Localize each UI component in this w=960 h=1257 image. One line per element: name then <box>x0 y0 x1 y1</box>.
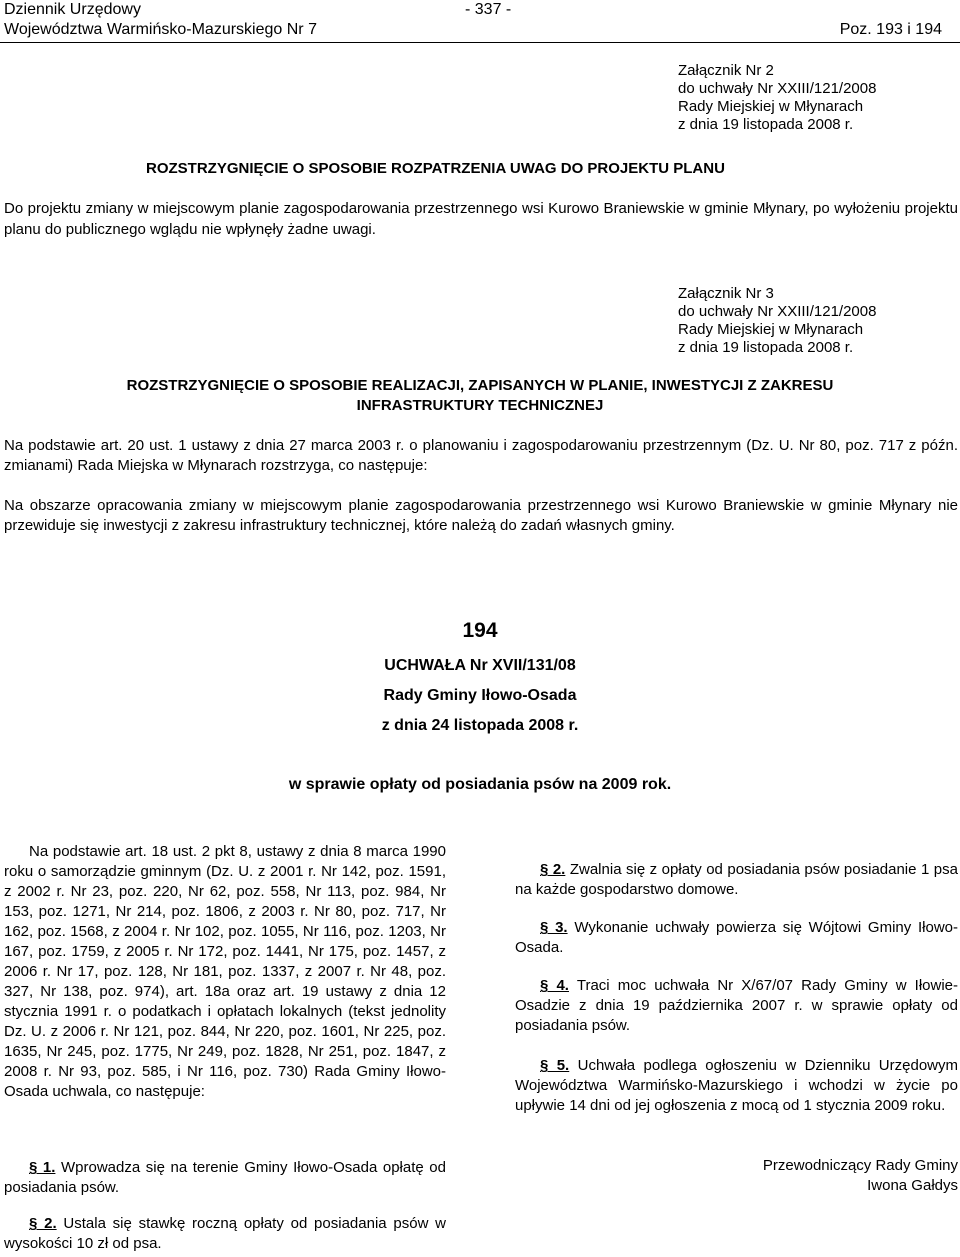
paragraph-3-text: Wykonanie uchwały powierza się Wójtowi Gminy Iłowo-Osada. <box>515 919 958 956</box>
annex-3-block <box>678 285 958 357</box>
section-2-heading-line2: INFRASTRUKTURY TECHNICZNEJ <box>356 397 604 414</box>
signature-block <box>515 1156 958 1196</box>
journal-region: Województwa Warmińsko-Mazurskiego Nr 7 <box>4 21 317 38</box>
paragraph-1-text: Wprowadza się na terenie Gminy Iłowo-Osada opłatę od posiadania psów. <box>4 1159 446 1196</box>
paragraph-2-rate-text: Ustala się stawkę roczną opłaty od posiadania psów w wysokości 10 zł od psa. <box>4 1215 446 1252</box>
position-number: 194 <box>462 619 498 642</box>
section-2-heading-line1: ROZSTRZYGNIĘCIE O SPOSOBIE REALIZACJI, ZAPISANYCH W PLANIE, INWESTYCJI Z ZAKRESU <box>126 377 834 394</box>
paragraph-1 <box>4 1158 446 1198</box>
section-2-basis: Na podstawie art. 20 ust. 1 ustawy z dnia 27 marca 2003 r. o planowaniu i zagospodarowaniu przestrzennym (Dz. U. Nr 80, poz. 717 z późn. zmianami) Rada Miejska w Młynarach rozstrzyga, co następuje: <box>4 437 958 474</box>
paragraph-2-exemption <box>515 860 958 900</box>
paragraph-4-text: Traci moc uchwała Nr X/67/07 Rady Gminy w Iłowie-Osadzie z dnia 19 października 2007 r. w sprawie opłaty od posiadania psów. <box>515 977 958 1034</box>
annex-3-resolution: do uchwały Nr XXIII/121/2008 <box>678 303 877 320</box>
paragraph-3-mark: § 3. <box>540 919 568 936</box>
paragraph-2-exemption-text: Zwalnia się z opłaty od posiadania psów posiadanie 1 psa na każde gospodarstwo domowe. <box>515 861 958 898</box>
paragraph-5-mark: § 5. <box>540 1057 570 1074</box>
section-1-body: Do projektu zmiany w miejscowym planie zagospodarowania przestrzennego wsi Kurowo Braniewskie w gminie Młynary, po wyłożeniu projektu planu do publicznego wglądu nie wpłynęły żadne uwagi. <box>4 200 958 238</box>
paragraph-1-mark: § 1. <box>29 1159 56 1176</box>
signature-name: Iwona Gałdys <box>867 1177 958 1194</box>
annex-2-block <box>678 62 958 134</box>
paragraph-4-mark: § 4. <box>540 977 569 994</box>
header-rule <box>0 42 960 43</box>
resolution-authority: Rady Gminy Iłowo-Osada <box>383 687 577 704</box>
annex-2-council: Rady Miejskiej w Młynarach <box>678 98 864 115</box>
paragraph-5-text: Uchwała podlega ogłoszeniu w Dzienniku Urzędowym Województwa Warmińsko-Mazurskiego i wchodzi w życie po upływie 14 dni od jej ogłoszenia z mocą od 1 stycznia 2009 roku. <box>515 1057 958 1114</box>
annex-2-date: z dnia 19 listopada 2008 r. <box>678 116 854 133</box>
resolution-subject: w sprawie opłaty od posiadania psów na 2009 rok. <box>288 776 672 793</box>
paragraph-4 <box>515 976 958 1036</box>
paragraph-2-exemption-mark: § 2. <box>540 861 566 878</box>
paragraph-3 <box>515 918 958 958</box>
paragraph-2-rate <box>4 1214 446 1254</box>
annex-3-council: Rady Miejskiej w Młynarach <box>678 321 864 338</box>
page-number: - 337 - <box>465 1 512 18</box>
signature-role: Przewodniczący Rady Gminy <box>762 1157 958 1174</box>
section-2-body: Na obszarze opracowania zmiany w miejscowym planie zagospodarowania przestrzennego wsi Kurowo Braniewskie w gminie Młynary nie przewiduje się inwestycji z zakresu infrastruktury technicznej, które należą do zadań własnych gminy. <box>4 497 958 534</box>
annex-2-title: Załącznik Nr 2 <box>678 62 774 79</box>
paragraph-2-rate-mark: § 2. <box>29 1215 57 1232</box>
paragraph-5 <box>515 1056 958 1116</box>
annex-3-date: z dnia 19 listopada 2008 r. <box>678 339 854 356</box>
annex-3-title: Załącznik Nr 3 <box>678 285 774 302</box>
positions: Poz. 193 i 194 <box>839 21 942 38</box>
journal-name: Dziennik Urzędowy <box>4 1 141 18</box>
resolution-title: UCHWAŁA Nr XVII/131/08 <box>384 657 576 674</box>
section-2-heading <box>0 376 960 416</box>
resolution-date: z dnia 24 listopada 2008 r. <box>381 717 579 734</box>
section-1-heading: ROZSTRZYGNIĘCIE O SPOSOBIE ROZPATRZENIA UWAG DO PROJEKTU PLANU <box>146 160 725 177</box>
annex-2-resolution: do uchwały Nr XXIII/121/2008 <box>678 80 877 97</box>
resolution-preamble: Na podstawie art. 18 ust. 2 pkt 8, ustawy z dnia 8 marca 1990 roku o samorządzie gminnym (Dz. U. z 2001 r. Nr 142, poz. 1591, z 2002 r. Nr 23, poz. 220, Nr 62, poz. 558, Nr 113, poz. 984, Nr 153, poz. 1271, Nr 214, poz. 1806, z 2003 r. Nr 80, poz. 717, Nr 162, poz. 1568, z 2004 r. Nr 102, poz. 1055, Nr 116, poz. 1203, Nr 167, poz. 1759, z 2005 r. Nr 172, poz. 1441, Nr 175, poz. 1457, z 2006 r. Nr 17, poz. 128, Nr 181, poz. 1337, z 2007 r. Nr 48, poz. 327, Nr 138, poz. 974), art. 18a oraz art. 19 ustawy z dnia 12 stycznia 1991 r. o podatkach i opłatach lokalnych (tekst jednolity Dz. U. z 2006 r. Nr 121, poz. 844, Nr 220, poz. 1601, Nr 225, poz. 1635, Nr 245, poz. 1775, Nr 249, poz. 1828, Nr 251, poz. 1847, z 2008 r. Nr 93, poz. 585, i Nr 116, poz. 730) Rada Gminy Iłowo-Osada uchwala, co następuje: <box>4 843 446 1100</box>
